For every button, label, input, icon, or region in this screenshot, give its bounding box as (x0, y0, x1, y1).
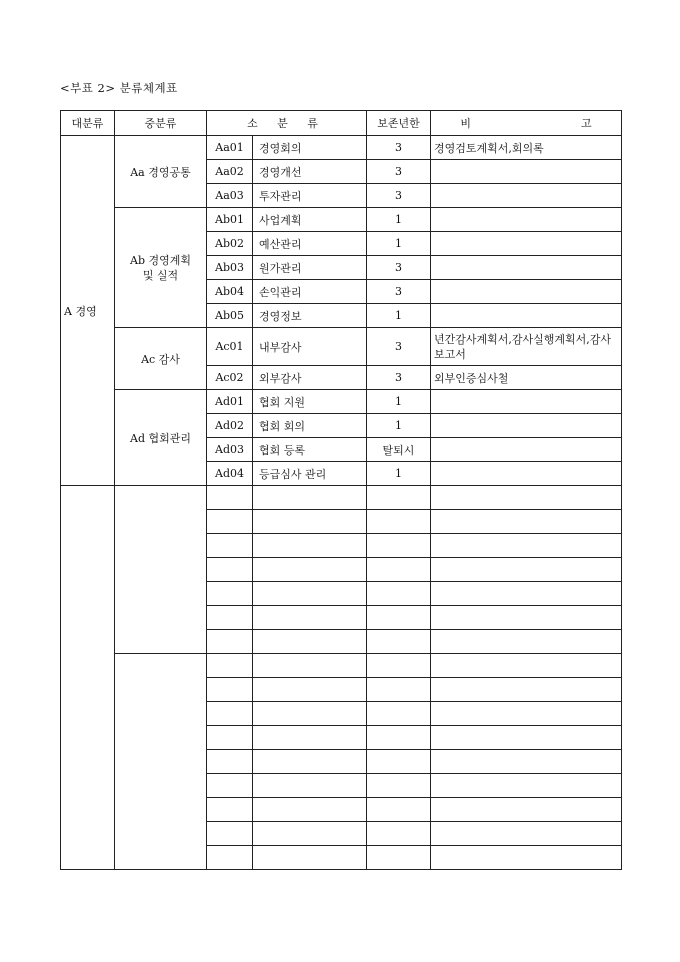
row-code: Aa03 (207, 184, 253, 208)
empty-row (61, 486, 622, 510)
row-name: 외부감사 (253, 366, 367, 390)
middle-category: Ad 협회관리 (115, 390, 207, 486)
table-row (61, 328, 622, 366)
row-retention: 1 (367, 304, 431, 328)
row-name: 사업계획 (253, 208, 367, 232)
middle-category: Ab 경영계획 및 실적 (115, 208, 207, 328)
row-name: 원가관리 (253, 256, 367, 280)
row-remark (431, 208, 622, 232)
row-retention: 1 (367, 414, 431, 438)
row-retention: 3 (367, 280, 431, 304)
row-code: Ad03 (207, 438, 253, 462)
empty-middle-cell (115, 486, 207, 654)
row-retention: 1 (367, 232, 431, 256)
row-retention: 3 (367, 160, 431, 184)
major-category: A 경영 (61, 136, 115, 486)
row-remark: 년간감사계획서,감사실행계획서,감사보고서 (431, 328, 622, 366)
classification-table (60, 110, 622, 870)
row-remark (431, 280, 622, 304)
row-remark: 경영검토계획서,회의록 (431, 136, 622, 160)
row-code: Ab05 (207, 304, 253, 328)
table-row (61, 208, 622, 232)
row-retention: 3 (367, 328, 431, 366)
row-code: Ab04 (207, 280, 253, 304)
row-remark (431, 304, 622, 328)
row-name: 경영정보 (253, 304, 367, 328)
row-code: Ab03 (207, 256, 253, 280)
table-caption: <부표 2> 분류체계표 (60, 81, 178, 95)
row-name: 손익관리 (253, 280, 367, 304)
row-retention: 3 (367, 256, 431, 280)
empty-major-cell (61, 486, 115, 870)
row-code: Aa01 (207, 136, 253, 160)
empty-middle-cell (115, 654, 207, 870)
table-row (61, 390, 622, 414)
header-retention: 보존년한 (367, 111, 431, 136)
table-row (61, 136, 622, 160)
row-name: 내부감사 (253, 328, 367, 366)
row-code: Ad04 (207, 462, 253, 486)
row-name: 투자관리 (253, 184, 367, 208)
row-remark (431, 232, 622, 256)
header-row (61, 111, 622, 136)
row-remark (431, 160, 622, 184)
row-retention: 1 (367, 462, 431, 486)
row-remark: 외부인증심사철 (431, 366, 622, 390)
row-retention: 1 (367, 390, 431, 414)
header-remarks: 비 고 (431, 111, 622, 136)
middle-category: Aa 경영공통 (115, 136, 207, 208)
empty-row (61, 654, 622, 678)
row-retention: 3 (367, 136, 431, 160)
row-name: 협회 회의 (253, 414, 367, 438)
row-retention: 3 (367, 366, 431, 390)
row-code: Ac01 (207, 328, 253, 366)
row-name: 경영개선 (253, 160, 367, 184)
row-remark (431, 414, 622, 438)
row-remark (431, 390, 622, 414)
row-name: 협회 지원 (253, 390, 367, 414)
row-retention: 탈퇴시 (367, 438, 431, 462)
header-minor: 소 분 류 (207, 111, 367, 136)
row-remark (431, 462, 622, 486)
header-major: 대분류 (61, 111, 115, 136)
row-code: Ab01 (207, 208, 253, 232)
row-code: Ab02 (207, 232, 253, 256)
row-remark (431, 184, 622, 208)
header-middle: 중분류 (115, 111, 207, 136)
row-retention: 1 (367, 208, 431, 232)
row-remark (431, 438, 622, 462)
row-code: Ad02 (207, 414, 253, 438)
row-name: 예산관리 (253, 232, 367, 256)
row-code: Aa02 (207, 160, 253, 184)
row-code: Ac02 (207, 366, 253, 390)
middle-category: Ac 감사 (115, 328, 207, 390)
row-name: 등급심사 관리 (253, 462, 367, 486)
row-name: 협회 등록 (253, 438, 367, 462)
row-retention: 3 (367, 184, 431, 208)
row-code: Ad01 (207, 390, 253, 414)
row-remark (431, 256, 622, 280)
row-name: 경영회의 (253, 136, 367, 160)
